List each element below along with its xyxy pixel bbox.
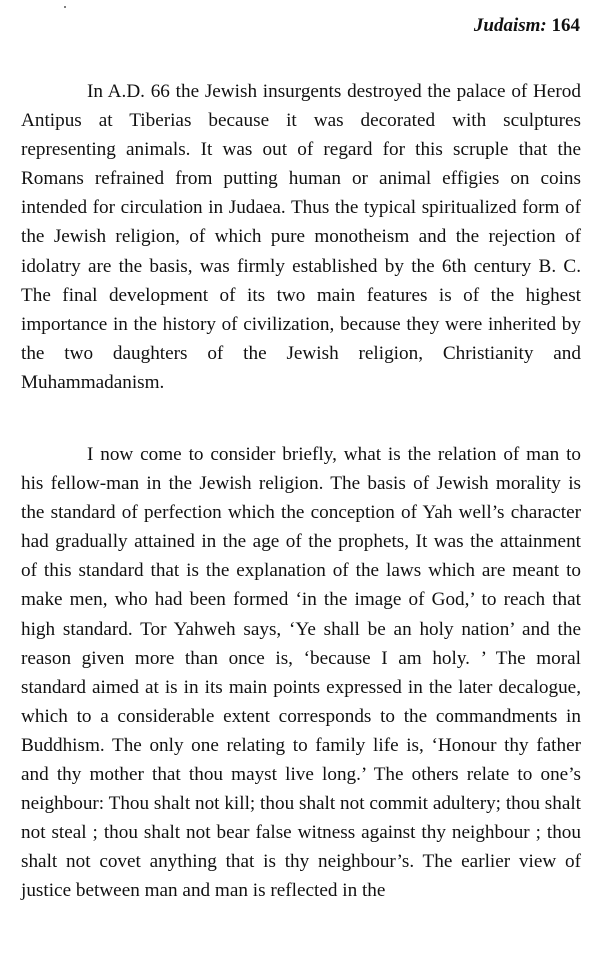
paragraph-2 xyxy=(21,440,581,906)
running-header xyxy=(474,15,580,37)
paragraph-1 xyxy=(21,77,581,397)
header-separator: : xyxy=(540,15,547,36)
paragraph-2-text: I now come to consider briefly, what is the relation of man to his fellow-man in the Jewish religion. The basis of Jewish morality is the standard of perfection which the conception of Yah well’s character had gradually attained in the age of the prophets, It was the attainment of this standard that is the explanation of the laws which are meant to make men, who had been formed ‘in the image of God,’ to reach that high standard. Tor Yahweh says, ‘Ye shall be an holy nation’ and the reason given more than once is, ‘because I am holy. ’ The moral standard aimed at is in its main points expressed in the later decalogue, which to a considerable extent corresponds to the commandments in Buddhism. The only one relating to family life is, ‘Honour thy father and thy mother that thou mayst live long.’ The others relate to one’s neighbour: Thou shalt not kill; thou shalt not commit adultery; thou shalt not steal ; thou shalt not bear false witness against thy neighbour ; thou shalt not covet anything that is thy neighbour’s. The earlier view of justice between man and man is reflected in the xyxy=(21,444,581,902)
paragraph-1-text: In A.D. 66 the Jewish insurgents destroyed the palace of Herod Antipus at Tiberias because it was decorated with sculptures representing animals. It was out of regard for this scruple that the Romans refrained from putting human or animal effigies on coins intended for circulation in Judaea. Thus the typical spiritualized form of the Jewish religion, of which pure monotheism and the rejection of idolatry are the basis, was firmly established by the 6th century B. C. The final development of its two main features is of the highest importance in the history of civilization, because they were inherited by the two daughters of the Jewish religion, Christianity and Muhammadanism. xyxy=(21,81,581,393)
scan-speck xyxy=(64,6,66,8)
header-title: Judaism xyxy=(473,15,541,36)
page-number: 164 xyxy=(551,15,580,36)
